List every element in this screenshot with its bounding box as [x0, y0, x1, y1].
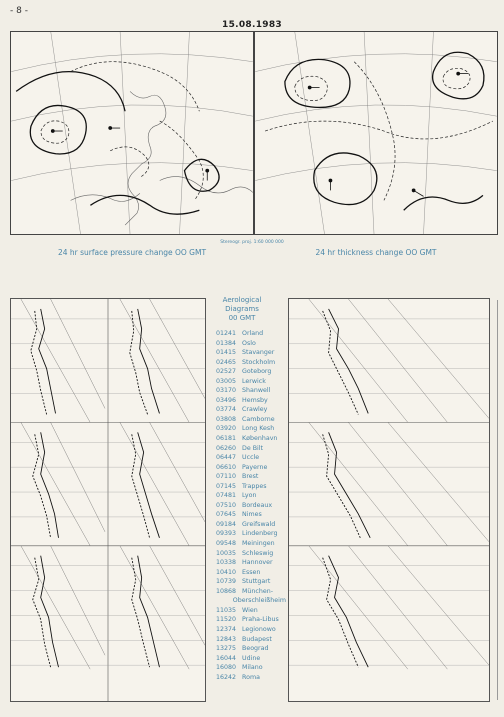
station-code: 10410 [216, 568, 237, 576]
station-code: 06447 [216, 454, 237, 462]
station-name: Legionowo [242, 625, 276, 633]
issue-date: 15.08.1983 [222, 20, 282, 30]
station-rows [216, 329, 286, 682]
thickness-caption: 24 hr thickness change OO GMT [315, 248, 437, 257]
station-row [216, 491, 286, 501]
station-code: 07481 [216, 492, 237, 500]
station-code: 07510 [216, 501, 237, 509]
station-name: Hemsby [242, 396, 268, 404]
station-row [216, 386, 286, 396]
aerological-diagrams-left-graphic [11, 299, 205, 701]
station-row [216, 654, 286, 664]
station-name: München- [242, 587, 274, 595]
station-row [216, 396, 286, 406]
station-code: 09548 [216, 540, 237, 548]
station-row [216, 635, 286, 645]
station-name: Crawley [242, 406, 268, 414]
station-name: Long Kesh [242, 425, 275, 433]
surface-pressure-change-map [10, 31, 254, 235]
station-code: 03496 [216, 396, 237, 404]
map-projection-note: Stereogr. proj. 1:60 000 000 [220, 240, 284, 245]
station-name: Essen [242, 568, 261, 576]
station-name: Nimes [242, 511, 262, 519]
station-code: 16242 [216, 673, 237, 681]
station-code: 11035 [216, 606, 237, 614]
station-name: Oberschleißheim [232, 597, 286, 605]
station-row [216, 596, 286, 606]
station-row [216, 463, 286, 473]
surface-pressure-caption: 24 hr surface pressure change OO GMT [57, 248, 207, 257]
station-name: Uccle [242, 454, 260, 462]
aerological-title-line1: Aerological [222, 296, 262, 304]
station-code: 07110 [216, 473, 237, 481]
station-name: Hannover [242, 559, 273, 567]
station-row [216, 587, 286, 597]
station-code: 01415 [216, 349, 237, 357]
station-code: 01384 [216, 339, 237, 347]
station-row [216, 558, 286, 568]
station-code: 07645 [216, 511, 237, 519]
station-row [216, 367, 286, 377]
station-row [216, 405, 286, 415]
station-name: Brest [242, 473, 259, 481]
station-row [216, 606, 286, 616]
station-name: Roma [242, 673, 260, 681]
station-name: Lyon [242, 492, 257, 500]
station-row [216, 358, 286, 368]
station-code: 10035 [216, 549, 237, 557]
station-name: Trappes [242, 482, 267, 490]
station-row [216, 377, 286, 387]
aerological-diagrams-right [288, 298, 490, 702]
station-row [216, 644, 286, 654]
station-name: Meiningen [242, 540, 275, 548]
aerological-diagrams-left [10, 298, 206, 702]
station-name: Goteborg [242, 368, 272, 376]
station-code: 03005 [216, 377, 237, 385]
station-name: Lindenberg [242, 530, 278, 538]
station-row [216, 501, 286, 511]
station-row [216, 348, 286, 358]
station-code: 06181 [216, 435, 237, 443]
station-code: 03808 [216, 415, 237, 423]
station-code [216, 596, 233, 606]
station-name: Budapest [242, 635, 272, 643]
station-row [216, 625, 286, 635]
station-row [216, 549, 286, 559]
station-row [216, 529, 286, 539]
station-name: Wien [242, 606, 258, 614]
station-name: Stuttgart [242, 578, 271, 586]
station-name: Oslo [242, 339, 256, 347]
station-row [216, 424, 286, 434]
station-name: Camborne [242, 415, 275, 423]
page-edge-strip [497, 300, 504, 700]
station-code: 10739 [216, 578, 237, 586]
station-row [216, 482, 286, 492]
station-name: Greifswald [242, 520, 276, 528]
station-code: 11520 [216, 616, 237, 624]
station-code: 06260 [216, 444, 237, 452]
station-row [216, 444, 286, 454]
station-code: 10868 [216, 587, 237, 595]
station-code: 03774 [216, 406, 237, 414]
station-code: 09184 [216, 520, 237, 528]
station-row [216, 339, 286, 349]
station-row [216, 568, 286, 578]
station-code: 02527 [216, 368, 237, 376]
station-code: 12843 [216, 635, 237, 643]
station-name: Stockholm [242, 358, 276, 366]
aerological-title-line2: Diagrams [225, 305, 259, 313]
aerological-diagrams-right-graphic [289, 299, 489, 701]
station-code: 07145 [216, 482, 237, 490]
station-code: 16080 [216, 664, 237, 672]
station-row [216, 673, 286, 683]
station-row [216, 472, 286, 482]
station-name: Stavanger [242, 349, 275, 357]
station-code: 13275 [216, 645, 237, 653]
station-code: 12374 [216, 625, 237, 633]
station-name: Lerwick [242, 377, 266, 385]
station-row [216, 577, 286, 587]
station-row [216, 539, 286, 549]
station-name: Milano [242, 664, 263, 672]
station-code: 01241 [216, 330, 237, 337]
station-name: Schleswig [242, 549, 274, 557]
aerological-station-list [206, 296, 286, 682]
station-name: Beograd [242, 645, 269, 653]
station-code: 10338 [216, 559, 237, 567]
station-row [216, 453, 286, 463]
station-name: Shanwell [242, 387, 271, 395]
page-number: - 8 - [10, 6, 28, 16]
station-code: 03170 [216, 387, 237, 395]
station-code: 03920 [216, 425, 237, 433]
station-row [216, 415, 286, 425]
aerological-title-line3: 00 GMT [228, 314, 256, 322]
station-name: De Bilt [242, 444, 264, 452]
station-row [216, 434, 286, 444]
station-row [216, 329, 286, 339]
station-name: Orland [242, 330, 264, 337]
station-name: Bordeaux [242, 501, 273, 509]
station-row [216, 510, 286, 520]
station-row [216, 520, 286, 530]
station-code: 16044 [216, 654, 237, 662]
surface-pressure-map-graphic [11, 32, 253, 234]
station-name: Udine [242, 654, 261, 662]
thickness-map-graphic [255, 32, 497, 234]
thickness-change-map [254, 31, 498, 235]
station-name: København [242, 435, 278, 443]
station-code: 06610 [216, 463, 237, 471]
station-code: 02465 [216, 358, 237, 366]
station-row [216, 615, 286, 625]
station-name: Payerne [242, 463, 268, 471]
station-row [216, 663, 286, 673]
station-name: Praha-Libus [242, 616, 279, 624]
station-code: 09393 [216, 530, 237, 538]
